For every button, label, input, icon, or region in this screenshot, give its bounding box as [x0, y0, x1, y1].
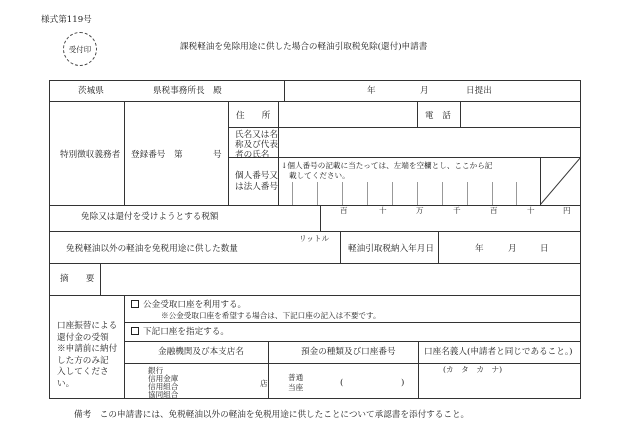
unit-ten-million: 十 — [379, 206, 387, 215]
account-number-close: ) — [401, 378, 405, 388]
quantity-label: 免税軽油以外の軽油を免税用途に供した数量 — [66, 244, 238, 254]
stamp-label: 受付印 — [68, 45, 92, 54]
institution-shinkumi: 信用組合 — [148, 382, 179, 391]
registration-suffix: 号 — [213, 150, 222, 160]
submit-month: 月 — [420, 86, 429, 96]
submit-day: 日提出 — [466, 86, 492, 96]
name-label-line1: 氏名又は名 — [235, 130, 278, 140]
id-note-line2: 載してください。 — [289, 171, 350, 180]
form-number: 様式第119号 — [41, 15, 92, 25]
unit-thousand: 千 — [453, 206, 461, 215]
address-label: 住 所 — [236, 111, 271, 121]
bank-label-line3: ※申請前に納付 — [57, 344, 118, 354]
bank-label-line6: い。 — [57, 378, 75, 389]
institution-kyodo: 協同組合 — [148, 390, 179, 399]
registration-label: 登録番号 第 — [131, 150, 183, 160]
account-type-current: 当座 — [288, 383, 304, 392]
account-type-ordinary: 普通 — [288, 373, 304, 382]
bank-label-line4: した方のみ記 — [57, 355, 109, 366]
reception-stamp — [63, 32, 97, 66]
remarks: 備考 この申請書には、免税軽油以外の軽油を免税用途に供したことについて承認書を添付すること。 — [74, 410, 470, 420]
payment-day: 日 — [540, 244, 549, 254]
designated-account-checkbox[interactable] — [131, 327, 139, 335]
unit-ten: 十 — [527, 206, 535, 215]
account-holder-header: 口座名義人(申請者と同じであること。) — [424, 347, 573, 357]
unit-hundred: 百 — [490, 206, 498, 215]
institution-shinkin: 信用金庫 — [148, 374, 179, 383]
tax-office: 県税事務所長 殿 — [153, 86, 222, 96]
phone-label: 電 話 — [425, 111, 451, 121]
summary-label: 摘 要 — [60, 274, 95, 284]
prefecture: 茨城県 — [78, 86, 104, 96]
account-type-header: 預金の種類及び口座番号 — [301, 347, 396, 357]
holder-kana-hint: (カ タ カ ナ) — [443, 365, 503, 374]
account-number-open: ( — [340, 378, 344, 388]
id-label-line2: は法人番号 — [235, 182, 278, 192]
unit-yen: 円 — [563, 206, 571, 215]
id-note-line1: ↓個人番号の記載に当たっては、左端を空欄とし、ここから記 — [281, 161, 493, 170]
tax-amount-label: 免除又は還付を受けようとする税額 — [81, 212, 219, 222]
unit-hundred-million: 百 — [340, 206, 348, 215]
bank-label-line5: 入してくださ — [57, 367, 109, 377]
payment-year: 年 — [475, 244, 484, 254]
form-title: 課税軽油を免除用途に供した場合の軽油引取税免除(還付)申請書 — [180, 42, 428, 52]
id-label-line1: 個人番号又 — [235, 171, 278, 181]
option-designated-account[interactable] — [131, 327, 229, 337]
payment-date-label: 軽油引取税納入年月日 — [348, 244, 434, 254]
bank-label-line1: 口座振替による — [57, 321, 118, 331]
institution-bank: 銀行 — [148, 366, 164, 375]
option-public-account-label: 公金受取口座を利用する。 — [143, 300, 247, 310]
name-label-line3: 者の氏名 — [235, 150, 270, 160]
payment-month: 月 — [508, 244, 517, 254]
option-public-account[interactable] — [131, 300, 246, 310]
institution-header: 金融機関及び本支店名 — [158, 347, 244, 357]
branch-suffix: 店 — [260, 379, 268, 388]
unit-ten-thousand: 万 — [416, 206, 424, 215]
submit-year: 年 — [367, 86, 376, 96]
diagonal-strike — [540, 157, 581, 205]
name-label-line2: 称及び代表 — [235, 140, 278, 150]
public-account-note: ※公金受取口座を希望する場合は、下記口座の記入は不要です。 — [161, 311, 381, 320]
public-account-checkbox[interactable] — [131, 300, 139, 308]
bank-section-label — [57, 321, 123, 390]
quantity-unit: リットル — [299, 234, 330, 243]
applicant-section-label: 特別徴収義務者 — [60, 150, 121, 160]
bank-label-line2: 還付金の受領 — [57, 332, 109, 343]
option-designated-account-label: 下記口座を指定する。 — [143, 327, 229, 337]
